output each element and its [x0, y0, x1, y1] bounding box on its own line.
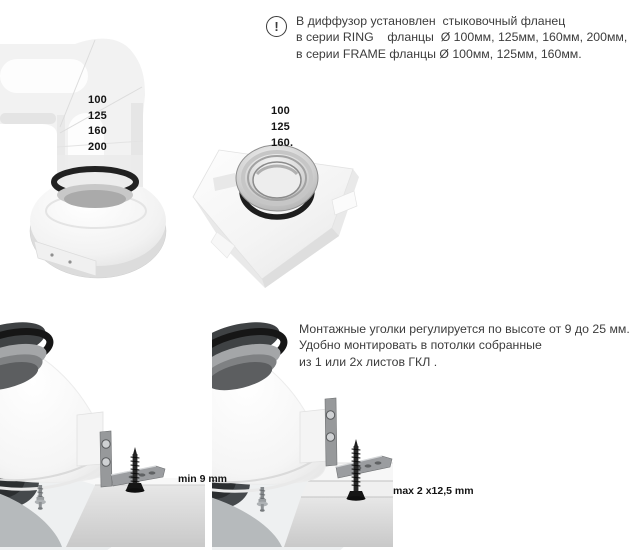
note-line: В диффузор установлен стыковочный фланец — [296, 14, 566, 28]
size-label: 100 — [88, 94, 107, 106]
note-line: Удобно монтировать в потолки собранные — [299, 338, 542, 353]
bottom-note — [299, 321, 630, 370]
mount-photo-left — [0, 315, 205, 550]
min-height-label: min 9 mm — [178, 473, 228, 485]
max-thickness-label: max 2 x12,5 mm — [393, 485, 474, 497]
size-label: 125 — [88, 109, 107, 122]
mounting-bracket — [100, 431, 165, 487]
frame-plate-illustration — [183, 128, 368, 293]
size-label: 160 — [88, 125, 107, 137]
ring-diffuser-illustration — [0, 15, 205, 325]
panel-edge — [77, 412, 103, 466]
size-label: 100 — [271, 105, 290, 117]
warning-icon — [266, 16, 287, 37]
ring-size-labels — [88, 93, 107, 155]
panel-edge — [300, 409, 328, 463]
collar-opening — [64, 190, 126, 208]
top-note — [296, 13, 627, 62]
note-line: из 1 или 2х листов ГКЛ . — [299, 354, 438, 369]
size-label: 160. — [271, 137, 294, 149]
note-line: в серии RING фланцы Ø 100мм, 125мм, 160мм, 200мм, — [296, 30, 628, 45]
size-label: 200 — [88, 140, 107, 153]
metal-collar — [236, 145, 318, 217]
note-line: в серии FRAME фланцы Ø 100мм, 125мм, 160мм. — [296, 46, 582, 61]
size-label: 125 — [271, 121, 290, 133]
note-line: Монтажные уголки регулируется по высоте от 9 до 25 мм. — [299, 322, 630, 336]
frame-size-labels — [271, 103, 293, 151]
warning-glyph: ! — [274, 19, 279, 34]
